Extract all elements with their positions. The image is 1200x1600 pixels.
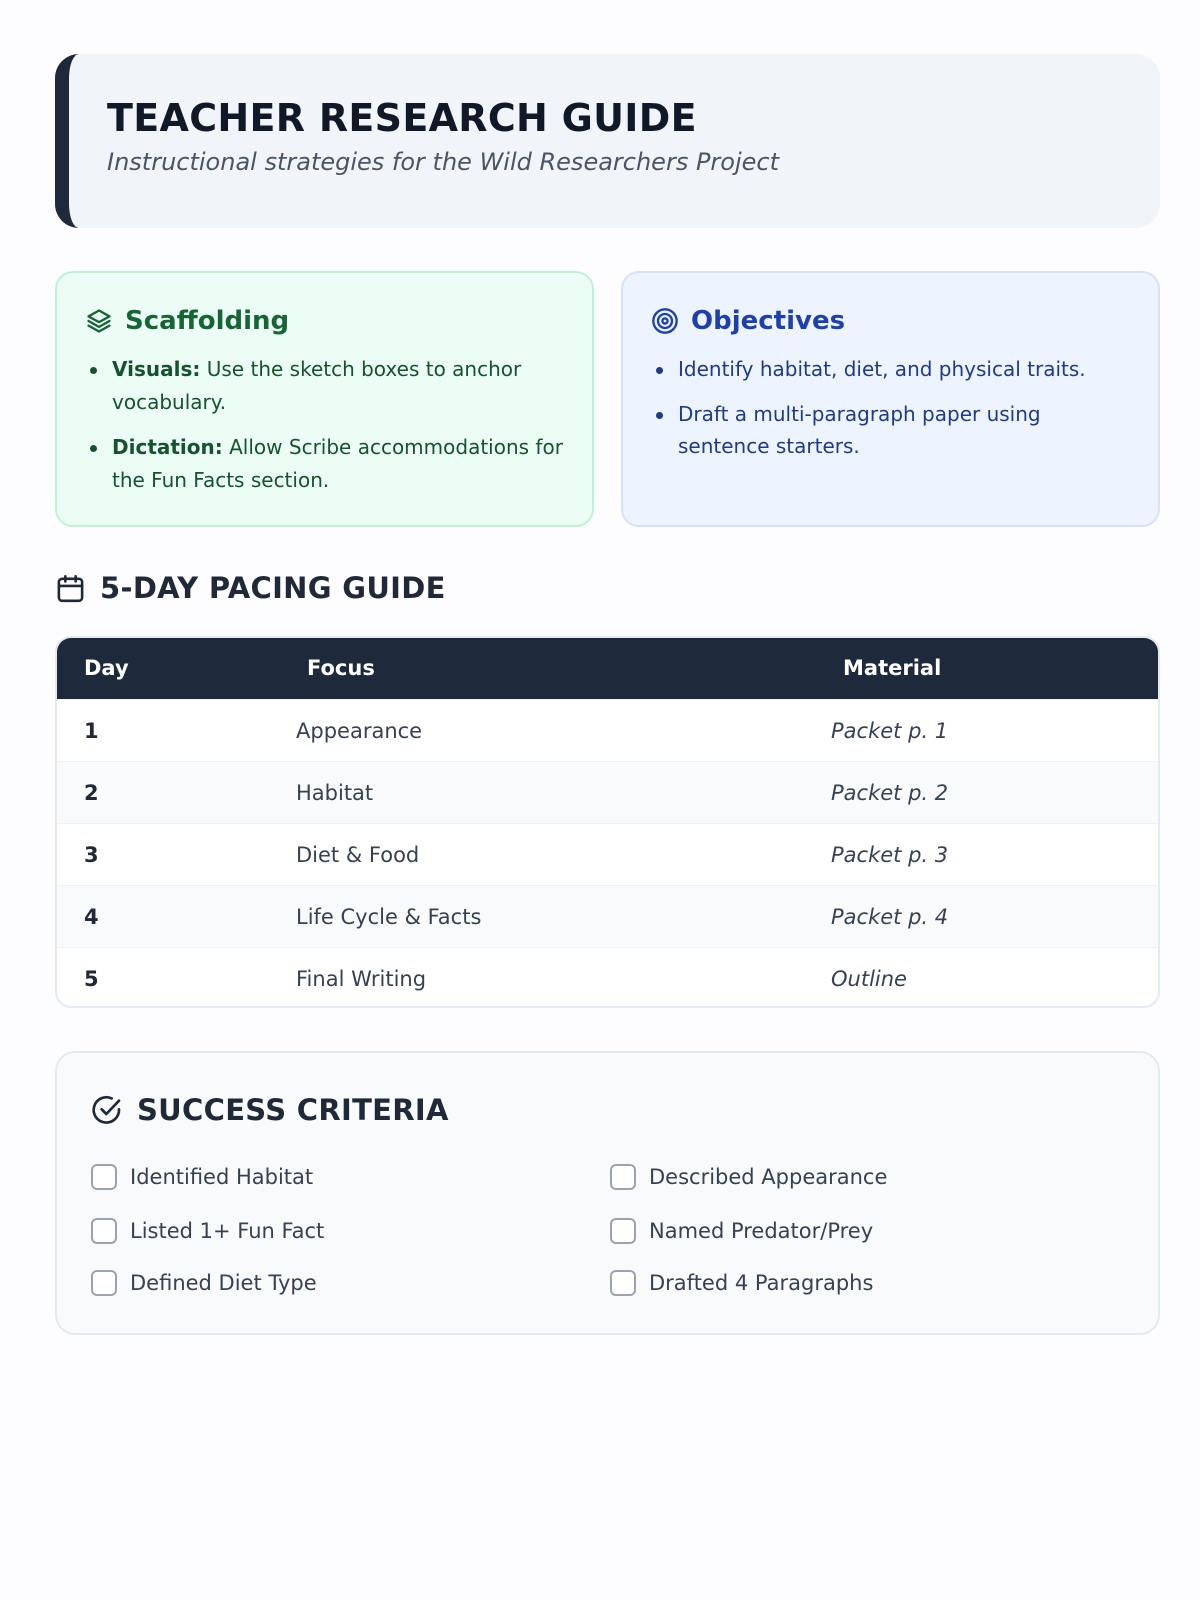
layers-icon — [85, 307, 113, 335]
cell-day: 1 — [84, 719, 99, 743]
criteria-label: Identified Habitat — [130, 1165, 314, 1189]
page-title: TEACHER RESEARCH GUIDE — [107, 96, 697, 140]
list-item: Draft a multi-paragraph paper using sentence starters. — [651, 398, 1130, 462]
page-subtitle: Instructional strategies for the Wild Researchers Project — [107, 148, 780, 176]
scaffolding-list — [85, 353, 564, 497]
cell-day: 2 — [84, 781, 99, 805]
column-header-material: Material — [843, 656, 942, 680]
scaffolding-title: Scaffolding — [125, 306, 290, 336]
cell-focus: Appearance — [296, 719, 423, 743]
table-row — [57, 823, 1158, 885]
cell-material: Packet p. 1 — [831, 719, 949, 743]
list-item: Identify habitat, diet, and physical traits. — [651, 353, 1130, 385]
criteria-title: SUCCESS CRITERIA — [137, 1093, 449, 1127]
list-item-label: Dictation: — [112, 435, 223, 459]
criteria-item[interactable] — [610, 1270, 873, 1296]
calendar-icon — [55, 573, 86, 604]
cell-day: 4 — [84, 905, 99, 929]
table-row — [57, 699, 1158, 761]
criteria-checkbox[interactable] — [610, 1164, 636, 1190]
criteria-heading — [91, 1093, 449, 1127]
target-icon — [651, 307, 679, 335]
objectives-title: Objectives — [691, 306, 846, 336]
cell-day: 5 — [84, 967, 99, 991]
objectives-list — [651, 353, 1130, 462]
objectives-card — [621, 271, 1160, 527]
criteria-item[interactable] — [610, 1218, 873, 1244]
success-criteria-card — [55, 1051, 1160, 1335]
list-item-text: Use the sketch boxes to anchor vocabulary. — [112, 357, 522, 414]
criteria-checkbox[interactable] — [91, 1270, 117, 1296]
criteria-label: Defined Diet Type — [130, 1271, 317, 1295]
table-header — [57, 638, 1158, 699]
criteria-item[interactable] — [91, 1164, 313, 1190]
scaffolding-card — [55, 271, 594, 527]
cell-material: Packet p. 4 — [831, 905, 949, 929]
cell-material: Packet p. 2 — [831, 781, 949, 805]
column-header-day: Day — [84, 656, 129, 680]
pacing-title: 5-DAY PACING GUIDE — [100, 571, 446, 605]
criteria-item[interactable] — [610, 1164, 887, 1190]
criteria-label: Named Predator/Prey — [649, 1219, 874, 1243]
cell-day: 3 — [84, 843, 99, 867]
column-header-focus: Focus — [307, 656, 375, 680]
list-item — [85, 353, 564, 419]
page-header — [55, 54, 1160, 228]
cell-focus: Final Writing — [296, 967, 427, 991]
cell-material: Outline — [831, 967, 907, 991]
pacing-table — [55, 636, 1160, 1008]
criteria-checkbox[interactable] — [610, 1270, 636, 1296]
list-item-text: Allow Scribe accommodations for the Fun Facts section. — [112, 435, 563, 492]
criteria-item[interactable] — [91, 1218, 324, 1244]
cell-focus: Life Cycle & Facts — [296, 905, 482, 929]
pacing-heading — [55, 571, 446, 605]
criteria-label: Described Appearance — [649, 1165, 888, 1189]
criteria-checkbox[interactable] — [91, 1218, 117, 1244]
table-row — [57, 885, 1158, 947]
table-row — [57, 761, 1158, 823]
criteria-checkbox[interactable] — [91, 1164, 117, 1190]
criteria-label: Listed 1+ Fun Fact — [130, 1219, 325, 1243]
table-row — [57, 947, 1158, 1008]
cell-focus: Habitat — [296, 781, 374, 805]
criteria-item[interactable] — [91, 1270, 317, 1296]
criteria-checkbox[interactable] — [610, 1218, 636, 1244]
list-item-label: Visuals: — [112, 357, 201, 381]
list-item — [85, 431, 564, 497]
check-circle-icon — [91, 1094, 123, 1126]
cell-focus: Diet & Food — [296, 843, 420, 867]
criteria-label: Drafted 4 Paragraphs — [649, 1271, 874, 1295]
cell-material: Packet p. 3 — [831, 843, 949, 867]
